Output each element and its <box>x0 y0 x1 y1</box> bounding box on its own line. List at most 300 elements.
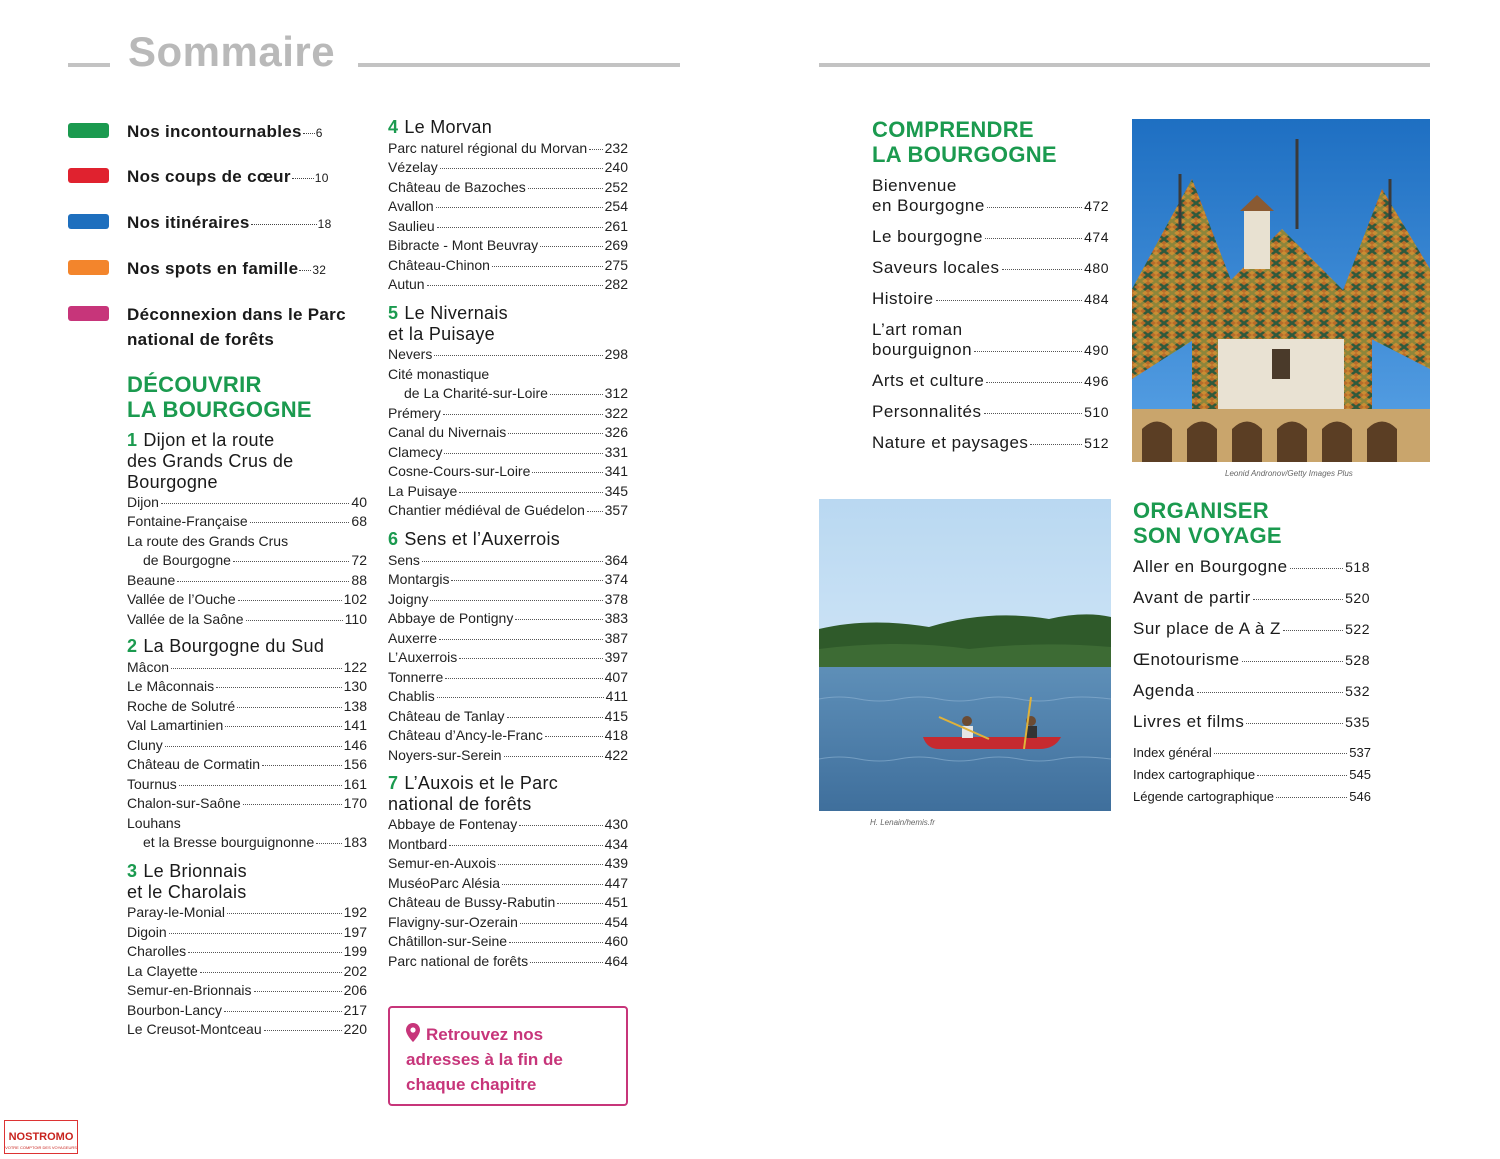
theme-entry-page: 510 <box>1084 404 1109 420</box>
chapter-heading <box>127 636 324 657</box>
toc-entry <box>388 609 628 629</box>
chapter-title-line <box>127 636 324 657</box>
toc-entry-leader <box>422 560 603 562</box>
toc-entry-name: Vallée de l’Ouche <box>127 591 236 607</box>
toc-entry-page: 331 <box>604 443 628 460</box>
theme-entry-name: Saveurs locales <box>872 258 1000 277</box>
toc-entry <box>388 952 628 972</box>
theme-entry-name: Histoire <box>872 289 934 308</box>
toc-entry-name: Bourbon-Lancy <box>127 1001 222 1018</box>
comprendre-title-line: COMPRENDRE <box>872 117 1034 142</box>
toc-entry-name: Abbaye de Pontigny <box>388 610 514 626</box>
chapter-title-line <box>388 303 508 324</box>
theme-entry-leader <box>1002 268 1083 270</box>
toc-entry-name: Flavigny-sur-Ozerain <box>388 913 518 930</box>
toc-entry <box>388 345 628 365</box>
toc-entry <box>388 648 628 668</box>
organiser-entry-leader <box>1290 567 1344 569</box>
toc-entry-page: 240 <box>604 159 628 175</box>
toc-entry-name: Noyers-sur-Serein <box>388 746 502 763</box>
toc-entry <box>388 482 628 502</box>
toc-entry-page: 464 <box>604 952 628 969</box>
toc-entry <box>388 893 628 913</box>
toc-entry <box>388 275 628 295</box>
toc-entry-continuation: de Bourgogne <box>143 552 231 568</box>
toc-entry-leader <box>439 638 603 640</box>
chapter-title-text: des Grands Crus de <box>127 451 294 471</box>
toc-entry-name: Château de Cormatin <box>127 756 261 772</box>
organiser-entry-page: 518 <box>1345 559 1370 575</box>
organiser-entry-name: Avant de partir <box>1133 588 1251 607</box>
toc-entry-page: 217 <box>343 1001 367 1018</box>
chapter-title-text: Le Morvan <box>404 117 493 137</box>
chapter-number: 5 <box>388 303 399 323</box>
toc-entry-name: Beaune <box>127 571 176 588</box>
lake-illustration <box>819 499 1111 811</box>
toc-entry <box>127 658 367 678</box>
toc-entry-page: 434 <box>604 835 628 852</box>
theme-entry <box>872 196 1109 216</box>
chapter-title-line <box>388 324 508 345</box>
toc-entry <box>388 629 628 649</box>
theme-entry-page: 484 <box>1084 291 1109 307</box>
index-entry <box>1133 787 1371 807</box>
toc-entry-page: 282 <box>604 276 628 292</box>
toc-entry-leader <box>519 824 602 826</box>
photo-canoe-lake <box>819 499 1111 811</box>
toc-entry-page: 161 <box>343 775 367 792</box>
toc-entry-page: 199 <box>343 943 367 959</box>
toc-entry-leader <box>451 579 602 581</box>
toc-entry-page: 68 <box>351 513 367 529</box>
toc-entry-page: 72 <box>351 552 367 568</box>
toc-entry <box>127 794 367 814</box>
chapter-title-text: L’Auxois et le Parc <box>404 773 559 793</box>
chapter-title-line <box>388 117 492 138</box>
toc-entry-name: Château de Bazoches <box>388 178 526 195</box>
toc-entry <box>127 942 367 962</box>
toc-entry-name: Avallon <box>388 198 434 214</box>
toc-entry <box>127 716 367 736</box>
page-title: Sommaire <box>128 28 336 75</box>
logo-name: NOSTROMO <box>8 1131 74 1143</box>
chapter-title-text: et la Puisaye <box>388 324 495 344</box>
organiser-entry-name: Livres et films <box>1133 712 1245 731</box>
chapter-title-text: Le Brionnais <box>143 861 247 881</box>
toc-entry-name: Tonnerre <box>388 668 444 685</box>
toc-entry-leader <box>540 245 602 247</box>
highlight-leader <box>299 269 311 271</box>
toc-entry-leader <box>530 961 603 963</box>
toc-entry-name: Prémery <box>388 404 441 421</box>
organiser-entry-page: 520 <box>1345 590 1370 606</box>
toc-entry-page: 418 <box>604 727 628 743</box>
toc-entry-leader <box>233 560 349 562</box>
toc-entry-leader <box>434 354 602 356</box>
toc-entry-name: Chantier médiéval de Guédelon <box>388 502 585 518</box>
organiser-entry <box>1133 557 1370 577</box>
toc-entry-name: Bibracte - Mont Beuvray <box>388 237 539 253</box>
toc-entry <box>388 707 628 727</box>
toc-entry-leader <box>498 863 602 865</box>
theme-entry-leader <box>1030 443 1082 445</box>
organiser-entry <box>1133 588 1370 608</box>
callout-text-wrap <box>406 1022 616 1097</box>
toc-entry-name: L’Auxerrois <box>388 649 458 665</box>
chapter-title-line <box>127 451 293 472</box>
toc-entry-leader <box>550 393 603 395</box>
organiser-entry-name: Agenda <box>1133 681 1195 700</box>
toc-entry <box>127 1001 367 1021</box>
chapter-title-text: La Bourgogne du Sud <box>143 636 325 656</box>
toc-entry-name: Montargis <box>388 571 450 587</box>
theme-entry-page: 490 <box>1084 342 1109 358</box>
toc-entry-name: La Clayette <box>127 962 198 979</box>
header-rule-right <box>819 63 1430 67</box>
toc-entry-leader <box>165 745 342 747</box>
toc-entry-leader <box>440 167 603 169</box>
toc-entry-page: 197 <box>343 923 367 940</box>
photo-hospices-beaune <box>1132 119 1430 462</box>
theme-entry <box>872 402 1109 422</box>
chapter-title-text: Sens et l’Auxerrois <box>404 529 561 549</box>
toc-entry <box>143 551 367 571</box>
toc-entry-continuation: et la Bresse bourguignonne <box>143 834 315 850</box>
toc-entry-name: La route des Grands Crus <box>127 532 289 549</box>
comprendre-title <box>872 117 1057 167</box>
organiser-entry-leader <box>1283 629 1343 631</box>
toc-entry-name: MuséoParc Alésia <box>388 874 501 891</box>
toc-entry <box>388 687 628 707</box>
toc-entry-page: 345 <box>604 482 628 499</box>
highlight-page: 6 <box>315 126 323 140</box>
toc-entry-name: Auxerre <box>388 629 438 646</box>
index-entry-leader <box>1276 796 1347 798</box>
toc-entry-name: Mâcon <box>127 658 170 675</box>
highlight-swatch <box>68 214 109 229</box>
toc-entry-page: 298 <box>604 346 628 362</box>
decouvrir-title-line: LA BOURGOGNE <box>127 397 312 422</box>
toc-entry-leader <box>238 599 342 601</box>
toc-entry-page: 88 <box>351 571 367 588</box>
chapter-title-text: Le Nivernais <box>404 303 508 323</box>
toc-entry-name: Tournus <box>127 775 177 792</box>
highlight-text <box>127 302 372 352</box>
toc-entry-page: 387 <box>604 629 628 646</box>
theme-entry-leader <box>986 381 1082 383</box>
toc-entry-leader <box>492 265 603 267</box>
toc-entry-name: Charolles <box>127 943 187 959</box>
toc-entry-name: Roche de Solutré <box>127 697 236 714</box>
toc-entry-name: La Puisaye <box>388 482 458 499</box>
toc-entry-leader <box>502 883 603 885</box>
toc-entry <box>127 493 367 513</box>
highlight-swatch <box>68 306 109 321</box>
organiser-entry-leader <box>1253 598 1343 600</box>
toc-entry-leader <box>169 932 342 934</box>
toc-entry-leader <box>587 510 603 512</box>
decouvrir-title <box>127 372 312 422</box>
organiser-entry-leader <box>1242 660 1344 662</box>
toc-entry-leader <box>545 735 603 737</box>
toc-entry-name: Dijon <box>127 493 159 510</box>
toc-entry-leader <box>177 580 349 582</box>
toc-entry-name: Le Mâconnais <box>127 678 215 694</box>
toc-entry <box>388 158 628 178</box>
toc-entry-page: 383 <box>604 610 628 626</box>
organiser-entry-page: 535 <box>1345 714 1370 730</box>
photo-credit-1: Leonid Andronov/Getty Images Plus <box>1225 469 1353 478</box>
index-entry-page: 537 <box>1349 745 1371 760</box>
toc-entry-leader <box>225 725 341 727</box>
theme-entry-page: 496 <box>1084 373 1109 389</box>
toc-entry-page: 130 <box>343 678 367 694</box>
toc-entry-leader <box>264 1029 342 1031</box>
index-entry-page: 546 <box>1349 789 1371 804</box>
organiser-entry-page: 522 <box>1345 621 1370 637</box>
toc-entry-name: Montbard <box>388 835 448 852</box>
theme-entry-leader <box>987 206 1082 208</box>
toc-entry-name: Châtillon-sur-Seine <box>388 933 508 949</box>
chapter-title-line <box>388 794 558 815</box>
toc-entry-name: Chablis <box>388 688 435 704</box>
toc-entry <box>388 815 628 835</box>
chapter-number: 4 <box>388 117 399 137</box>
callout-text: Retrouvez nos adresses à la fin de chaque chapitre <box>406 1025 563 1094</box>
toc-entry-page: 170 <box>343 795 367 811</box>
toc-entry-leader <box>243 803 342 805</box>
toc-entry-leader <box>557 902 602 904</box>
toc-entry <box>388 726 628 746</box>
toc-entry-name: Château d’Ancy-le-Franc <box>388 727 543 743</box>
toc-entry-page: 439 <box>604 855 628 871</box>
highlight-swatch <box>68 168 109 183</box>
toc-entry-name: Autun <box>388 276 425 292</box>
toc-entry <box>388 570 628 590</box>
toc-entry-name: Val Lamartinien <box>127 717 224 733</box>
highlight-text <box>127 119 372 146</box>
toc-entry-name: Cosne-Cours-sur-Loire <box>388 463 531 479</box>
organiser-entry <box>1133 650 1370 670</box>
toc-entry <box>388 178 628 198</box>
toc-entry-page: 460 <box>604 933 628 949</box>
header-rule-middle <box>358 63 680 67</box>
organiser-title-line: ORGANISER <box>1133 498 1269 523</box>
toc-entry <box>127 903 367 923</box>
toc-entry <box>388 443 628 463</box>
toc-entry-page: 415 <box>604 707 628 724</box>
chapter-title-text: Dijon et la route <box>143 430 275 450</box>
chapter-number: 2 <box>127 636 138 656</box>
toc-entry-name: Parc national de forêts <box>388 952 529 969</box>
toc-entry-leader <box>427 284 603 286</box>
toc-entry-leader <box>200 971 342 973</box>
toc-entry <box>127 697 367 717</box>
chapter-title-line <box>127 882 247 903</box>
toc-entry <box>388 217 628 237</box>
chapter-number: 1 <box>127 430 138 450</box>
toc-entry-page: 220 <box>343 1021 367 1037</box>
toc-entry-leader <box>444 452 602 454</box>
chapter-title-text: national de forêts <box>388 794 532 814</box>
theme-entry <box>872 258 1109 278</box>
toc-entry <box>388 746 628 766</box>
toc-entry-page: 322 <box>604 404 628 421</box>
theme-entry <box>872 227 1109 247</box>
toc-entry <box>388 551 628 571</box>
toc-entry-leader <box>216 686 341 688</box>
roof-illustration <box>1132 119 1430 462</box>
toc-entry <box>127 677 367 697</box>
toc-entry <box>127 775 367 795</box>
toc-entry-leader <box>262 764 342 766</box>
toc-entry <box>127 736 367 756</box>
toc-entry-name: Semur-en-Auxois <box>388 855 497 871</box>
toc-entry-leader <box>227 912 342 914</box>
toc-entry-leader <box>246 619 343 621</box>
highlight-leader <box>303 132 315 134</box>
toc-entry-page: 378 <box>604 590 628 607</box>
highlight-label: Nos spots en famille <box>127 259 299 278</box>
index-entry-leader <box>1214 752 1348 754</box>
toc-entry-name: Louhans <box>127 814 181 831</box>
chapter-heading <box>388 303 508 345</box>
toc-entry-leader <box>171 667 342 669</box>
toc-entry-page: 202 <box>343 962 367 979</box>
decouvrir-title-line: DÉCOUVRIR <box>127 372 262 397</box>
highlight-page: 32 <box>312 263 327 277</box>
toc-entry-page: 232 <box>604 139 628 156</box>
chapter-title-text: et le Charolais <box>127 882 247 902</box>
toc-entry-page: 138 <box>343 697 367 714</box>
toc-entry-leader <box>459 657 602 659</box>
toc-entry-name: Clamecy <box>388 443 443 460</box>
toc-entry-name: Joigny <box>388 590 429 607</box>
index-entry-name: Index général <box>1133 745 1212 760</box>
theme-entry-page: 472 <box>1084 198 1109 214</box>
organiser-title-line: SON VOYAGE <box>1133 523 1282 548</box>
toc-entry-name: Semur-en-Brionnais <box>127 982 252 998</box>
toc-entry-name: Digoin <box>127 923 167 940</box>
toc-entry-leader <box>507 716 603 718</box>
toc-entry-page: 261 <box>604 217 628 234</box>
toc-entry-page: 422 <box>604 746 628 763</box>
toc-entry-name: Château de Tanlay <box>388 707 505 724</box>
index-entry-page: 545 <box>1349 767 1371 782</box>
toc-entry-page: 110 <box>344 610 367 627</box>
toc-entry <box>127 981 367 1001</box>
index-entry-name: Index cartographique <box>1133 767 1256 782</box>
theme-entry-page: 512 <box>1084 435 1109 451</box>
toc-entry-page: 374 <box>604 571 628 587</box>
organiser-title <box>1133 498 1282 548</box>
highlight-label: Déconnexion dans le Parc national de forêts <box>127 305 346 349</box>
index-entry-leader <box>1257 774 1347 776</box>
index-entry <box>1133 765 1371 785</box>
chapter-heading <box>388 117 492 138</box>
toc-entry-leader <box>437 226 603 228</box>
chapter-title-line <box>127 430 293 451</box>
toc-entry-leader <box>589 148 602 150</box>
toc-entry-leader <box>179 784 342 786</box>
toc-entry <box>388 854 628 874</box>
toc-entry-name: Cité monastique <box>388 365 490 382</box>
toc-entry-leader <box>515 618 602 620</box>
toc-entry-leader <box>430 599 602 601</box>
highlight-label: Nos incontournables <box>127 122 302 141</box>
organiser-entry <box>1133 712 1370 732</box>
comprendre-title-line: LA BOURGOGNE <box>872 142 1057 167</box>
toc-entry <box>388 590 628 610</box>
chapter-title-line <box>388 773 558 794</box>
toc-entry <box>388 256 628 276</box>
toc-entry-name: Chalon-sur-Saône <box>127 795 241 811</box>
toc-entry-leader <box>188 951 342 953</box>
highlight-leader <box>292 177 314 179</box>
toc-entry-leader <box>437 696 604 698</box>
theme-entry-page: 474 <box>1084 229 1109 245</box>
toc-entry-page: 454 <box>604 913 628 930</box>
theme-entry-leader <box>984 412 1083 414</box>
toc-entry-name: Vallée de la Saône <box>127 610 244 627</box>
toc-entry-page: 156 <box>343 756 367 772</box>
theme-entry-name: Nature et paysages <box>872 433 1029 452</box>
organiser-entry-leader <box>1246 722 1343 724</box>
toc-entry-leader <box>161 502 350 504</box>
chapter-number: 6 <box>388 529 399 549</box>
toc-entry-name: Château-Chinon <box>388 256 490 273</box>
organiser-entry <box>1133 681 1370 701</box>
toc-entry-page: 183 <box>343 834 367 850</box>
organiser-entry-page: 532 <box>1345 683 1370 699</box>
toc-entry-leader <box>224 1010 342 1012</box>
index-entry-name: Légende cartographique <box>1133 789 1274 804</box>
chapter-heading <box>127 430 293 493</box>
toc-entry-name: Canal du Nivernais <box>388 424 507 440</box>
toc-entry <box>127 962 367 982</box>
organiser-entry <box>1133 619 1370 639</box>
chapter-title-line <box>127 472 293 493</box>
chapter-title-line <box>127 861 247 882</box>
toc-entry-name: Paray-le-Monial <box>127 904 226 920</box>
toc-entry <box>388 404 628 424</box>
toc-entry-name: Sens <box>388 551 420 568</box>
toc-entry-leader <box>459 491 602 493</box>
theme-entry-leader <box>936 299 1083 301</box>
toc-entry-page: 192 <box>343 904 367 920</box>
highlight-text <box>127 210 372 237</box>
theme-entry-name: Bienvenue <box>872 176 957 195</box>
toc-entry <box>127 923 367 943</box>
toc-entry-leader <box>445 677 602 679</box>
toc-entry-name: Saulieu <box>388 217 435 234</box>
toc-entry-name: Château de Bussy-Rabutin <box>388 894 556 910</box>
toc-entry <box>388 913 628 933</box>
organiser-entry-page: 528 <box>1345 652 1370 668</box>
toc-entry-page: 430 <box>604 816 628 832</box>
toc-entry <box>127 610 367 630</box>
highlight-label: Nos itinéraires <box>127 213 250 232</box>
theme-entry-leader <box>985 237 1082 239</box>
chapter-title-line <box>388 529 560 550</box>
theme-entry-continuation: bourguignon <box>872 340 973 359</box>
toc-entry-leader <box>436 206 603 208</box>
organiser-entry-leader <box>1197 691 1344 693</box>
toc-entry <box>388 462 628 482</box>
theme-entry-name: Le bourgogne <box>872 227 983 246</box>
toc-entry <box>388 423 628 443</box>
highlight-swatch <box>68 123 109 138</box>
